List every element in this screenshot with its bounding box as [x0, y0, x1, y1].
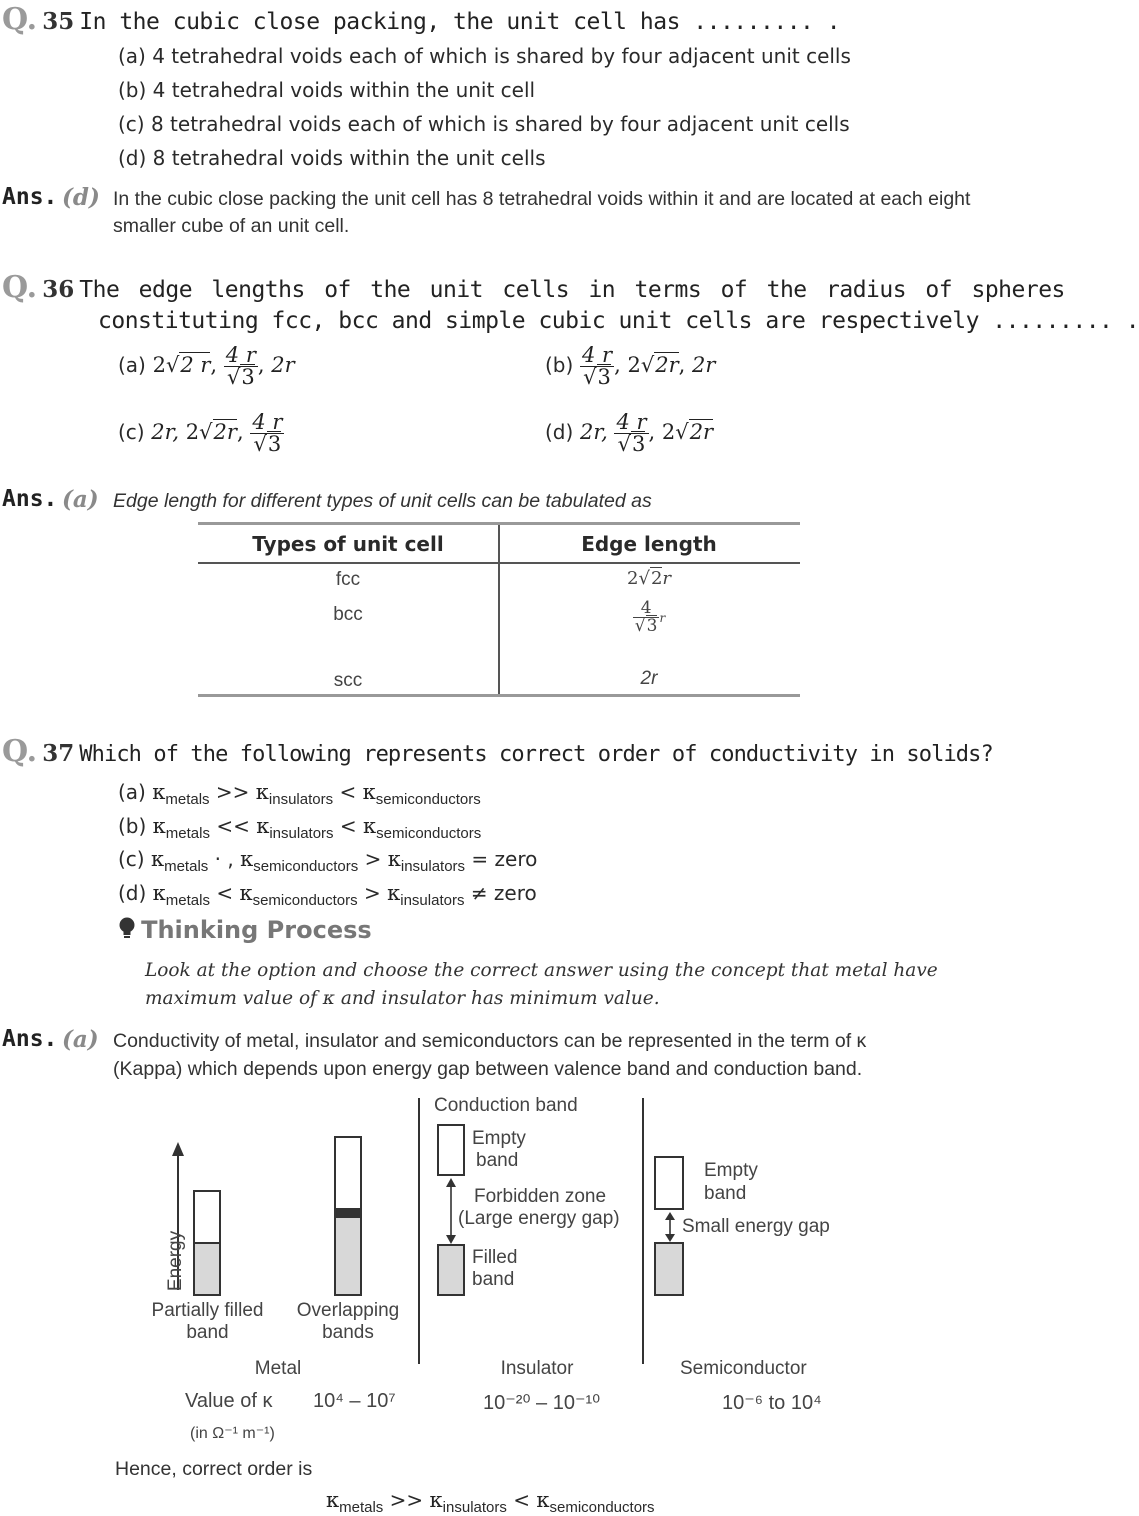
q37-option-c: (c) $\kappa_{metals}$ · , $\kappa_{semiconductors} > \kappa_{insulators}$ = zero [118, 847, 538, 875]
semiconductor-label: Semiconductor [680, 1358, 807, 1379]
thinking-process-heading: Thinking Process [118, 916, 372, 944]
metal-conductivity-range: 10⁴ – 10⁷ [313, 1390, 396, 1412]
kappa-units: (in Ω⁻¹ m⁻¹) [190, 1425, 275, 1442]
edge-length-table [198, 522, 800, 698]
q35-header [2, 2, 840, 37]
insulator-filled-band [437, 1244, 465, 1296]
insulator-empty-label-1: Empty [472, 1128, 526, 1149]
answer-letter: (a) [62, 486, 99, 513]
fraction: $\frac{4 r}{√3}$ [616, 410, 647, 456]
insulator-filled-label-1: Filled [472, 1247, 518, 1268]
semiconductor-empty-label-2: band [704, 1183, 747, 1204]
small-energy-gap-label: Small energy gap [682, 1216, 830, 1237]
q36-header [2, 270, 1065, 305]
table-row-fcc-edge: 2√2r [627, 568, 671, 589]
fraction: $\frac{4 r}{√3}$ [252, 410, 283, 456]
q37-option-b: (b) $\kappa_{metals} << \kappa_{insulators} < \kappa_{semiconductors}$ [118, 814, 482, 842]
question-text-line2: constituting fcc, bcc and simple cubic unit cells are respectively ......... . [98, 308, 1139, 334]
insulator-label: Insulator [500, 1358, 574, 1379]
q37-option-a: (a) $\kappa_{metals} >> \kappa_{insulators} < \kappa_{semiconductors}$ [118, 780, 481, 808]
question-text-line1: The edge lengths of the unit cells in terms of the radius of spheres [79, 277, 1065, 303]
partially-filled-label-1: Partially filled [151, 1300, 264, 1321]
final-order: $\kappa_{metals} >> \kappa_{insulators} < \kappa_{semiconductors}$ [326, 1488, 655, 1516]
semiconductor-empty-band [654, 1156, 684, 1210]
semiconductor-empty-label-1: Empty [704, 1160, 758, 1181]
table-row-scc-type: scc [333, 670, 363, 691]
answer-label: Ans. [2, 1026, 58, 1052]
divider-right [642, 1098, 644, 1364]
small-gap-arrow [662, 1212, 678, 1242]
table-bottom-rule [198, 694, 800, 697]
question-number: 37 [42, 740, 75, 767]
divider-left [418, 1098, 420, 1364]
metal-label: Metal [254, 1358, 302, 1379]
hence-text: Hence, correct order is [115, 1458, 313, 1480]
q37-answer [2, 1026, 998, 1086]
thinking-process-line1: Look at the option and choose the correct answer using the concept that metal have [145, 960, 938, 981]
insulator-conductivity-range: 10⁻²⁰ – 10⁻¹⁰ [483, 1392, 601, 1414]
answer-text: In the cubic close packing the unit cell has 8 tetrahedral voids within it and are located at each eight smaller cube of an unit cell. [113, 188, 971, 237]
answer-letter: (a) [62, 1026, 99, 1053]
value-of-kappa-label: Value of κ [185, 1390, 273, 1412]
table-header-edge: Edge length [581, 532, 717, 556]
question-label: Q. [2, 2, 38, 37]
fraction: $\frac{4 r}{√3}$ [582, 343, 613, 389]
insulator-empty-label-2: band [476, 1150, 519, 1171]
q37-option-d: (d) $\kappa_{metals} < \kappa_{semiconductors} > \kappa_{insulators}$ ≠ zero [118, 881, 537, 909]
lightbulb-icon [118, 916, 136, 942]
semiconductor-filled-band [654, 1242, 684, 1296]
partially-filled-filled-part [193, 1242, 221, 1296]
question-label: Q. [2, 734, 38, 769]
answer-line2: (Kappa) which depends upon energy gap between valence band and conduction band. [113, 1058, 863, 1080]
answer-label: Ans. [2, 486, 58, 512]
overlapping-upper-band [334, 1136, 362, 1210]
large-gap-arrow [443, 1178, 459, 1244]
q35-option-c: (c) 8 tetrahedral voids each of which is shared by four adjacent unit cells [118, 112, 850, 136]
question-text: Which of the following represents correct order of conductivity in solids? [79, 742, 993, 767]
overlapping-lower-band [334, 1216, 362, 1296]
forbidden-zone-label-2: (Large energy gap) [458, 1208, 620, 1229]
q36-option-d: (d) 2r, $\frac{4 r}{√3}$ , 2√2r [545, 410, 714, 456]
answer-text: Edge length for different types of unit cells can be tabulated as [113, 490, 652, 512]
table-row-bcc-type: bcc [333, 604, 363, 625]
q36-option-a: (a) 2√2 r, $\frac{4 r}{√3}$ , 2r [118, 343, 295, 389]
band-diagram [0, 1090, 998, 1390]
q36-option-b: (b) $\frac{4 r}{√3}$ , 2√2r, 2r [545, 343, 716, 389]
table-header-type: Types of unit cell [252, 532, 444, 556]
q35-option-a: (a) 4 tetrahedral voids each of which is shared by four adjacent unit cells [118, 44, 851, 68]
semiconductor-conductivity-range: 10⁻⁶ to 10⁴ [722, 1392, 822, 1414]
partially-filled-empty-part [193, 1190, 221, 1244]
answer-letter: (d) [62, 184, 100, 211]
q36-option-c: (c) 2r, 2√2r, $\frac{4 r}{√3}$ [118, 410, 283, 456]
question-text: In the cubic close packing, the unit cell has ......... . [79, 9, 841, 35]
q35-option-b: (b) 4 tetrahedral voids within the unit cell [118, 78, 536, 102]
overlapping-label-1: Overlapping [296, 1300, 400, 1321]
table-row-scc-edge: 2r [640, 668, 658, 689]
fraction: $\frac{4 r}{√3}$ [225, 343, 256, 389]
table-row-bcc-edge: $\frac{4}{√3}$ r [634, 598, 666, 636]
question-number: 35 [42, 8, 75, 35]
insulator-filled-label-2: band [472, 1269, 515, 1290]
q36-answer [2, 486, 998, 516]
thinking-process-line2: maximum value of κ and insulator has minimum value. [145, 988, 660, 1009]
fraction: $\frac{4}{√3}$ [634, 598, 658, 636]
insulator-empty-band [437, 1124, 465, 1176]
conduction-band-label: Conduction band [434, 1095, 578, 1116]
energy-label: Energy [165, 1230, 186, 1292]
partially-filled-label-2: band [186, 1322, 229, 1343]
q37-header [2, 734, 993, 769]
overlapping-label-2: bands [322, 1322, 374, 1343]
forbidden-zone-label-1: Forbidden zone [474, 1186, 607, 1207]
q35-option-d: (d) 8 tetrahedral voids within the unit cells [118, 146, 546, 170]
table-row-fcc-type: fcc [335, 569, 361, 590]
answer-line1: Conductivity of metal, insulator and semiconductors can be represented in the term of κ [113, 1030, 867, 1052]
question-label: Q. [2, 270, 38, 305]
question-number: 36 [42, 276, 75, 303]
answer-label: Ans. [2, 184, 58, 210]
